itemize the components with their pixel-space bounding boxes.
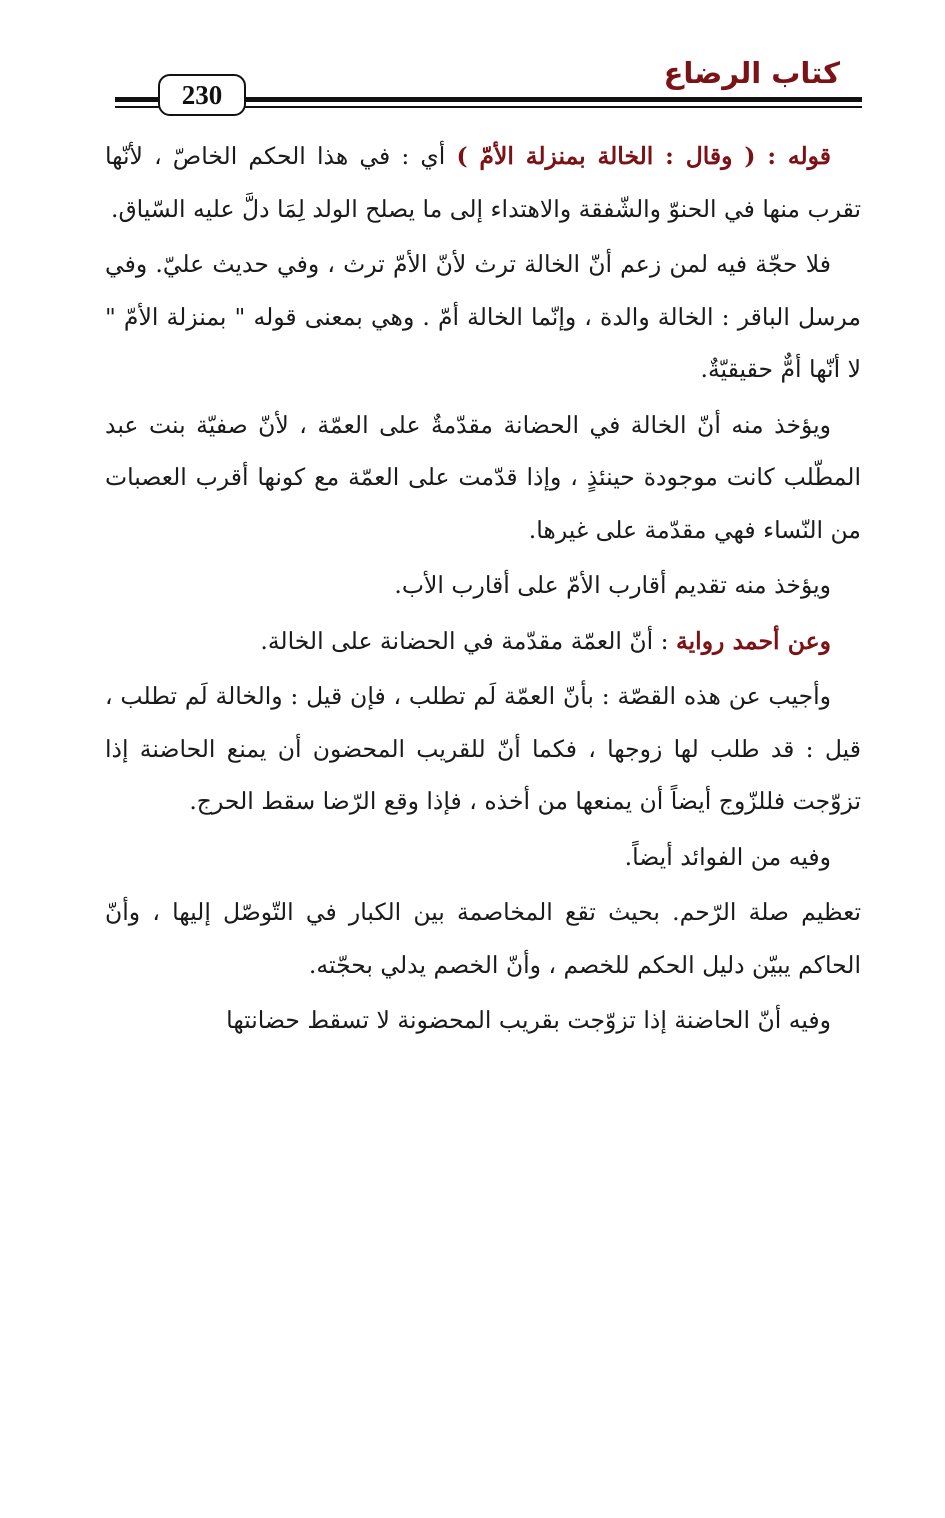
paragraph bbox=[105, 238, 861, 396]
page-body bbox=[105, 130, 861, 1050]
quoted-lead: قوله : ( وقال : الخالة بمنزلة الأمّ ) bbox=[456, 142, 831, 170]
paragraph-text: ويؤخذ منه تقديم أقارب الأمّ على أقارب الأب. bbox=[394, 571, 831, 599]
book-title: كتاب الرضاع bbox=[663, 56, 840, 90]
paragraph-text: وفيه أنّ الحاضنة إذا تزوّجت بقريب المحضونة لا تسقط حضانتها bbox=[226, 1006, 831, 1034]
quoted-lead: وعن أحمد رواية bbox=[676, 626, 831, 655]
paragraph bbox=[105, 130, 861, 235]
page-number: 230 bbox=[158, 74, 246, 116]
paragraph bbox=[105, 559, 861, 612]
paragraph-text: تعظيم صلة الرّحم. بحيث تقع المخاصمة بين الكبار في التّوصّل إليها ، وأنّ الحاكم يبيّن دليل الحكم للخصم ، وأنّ الخصم يدلي بحجّته. bbox=[105, 898, 861, 979]
paragraph bbox=[105, 886, 861, 991]
paragraph-text: وأجيب عن هذه القصّة : بأنّ العمّة لَم تطلب ، فإن قيل : والخالة لَم تطلب ، قيل : قد طلب لها زوجها ، فكما أنّ للقريب المحضون أن يمنع الحاضنة إذا تزوّجت فللزّوج أيضاً أن يمنعها من أخذه ، فإذا وقع الرّضا سقط الحرج. bbox=[105, 682, 861, 815]
paragraph bbox=[105, 994, 861, 1047]
paragraph-text: فلا حجّة فيه لمن زعم أنّ الخالة ترث لأنّ الأمّ ترث ، وفي حديث عليّ. وفي مرسل الباقر : الخالة والدة ، وإنّما الخالة أمّ . وهي بمعنى قوله " بمنزلة الأمّ " لا أنّها أمٌّ حقيقيّةٌ. bbox=[105, 250, 861, 383]
paragraph bbox=[105, 831, 861, 884]
paragraph-text: ويؤخذ منه أنّ الخالة في الحضانة مقدّمةٌ على العمّة ، لأنّ صفيّة بنت عبد المطّلب كانت موجودة حينئذٍ ، وإذا قدّمت على العمّة مع كونها أقرب العصبات من النّساء فهي مقدّمة على غيرها. bbox=[105, 410, 861, 544]
paragraph-text: أي : في هذا الحكم الخاصّ ، لأنّها تقرب منها في الحنوّ والشّفقة والاهتداء إلى ما يصلح الولد لِمَا دلَّ عليه السّياق. bbox=[105, 142, 861, 223]
page-header bbox=[115, 50, 862, 120]
paragraph bbox=[105, 670, 861, 828]
paragraph-text: وفيه من الفوائد أيضاً. bbox=[624, 842, 831, 871]
paragraph bbox=[105, 615, 861, 668]
paragraph-text: : أنّ العمّة مقدّمة في الحضانة على الخالة. bbox=[260, 626, 677, 655]
paragraph bbox=[105, 399, 861, 557]
